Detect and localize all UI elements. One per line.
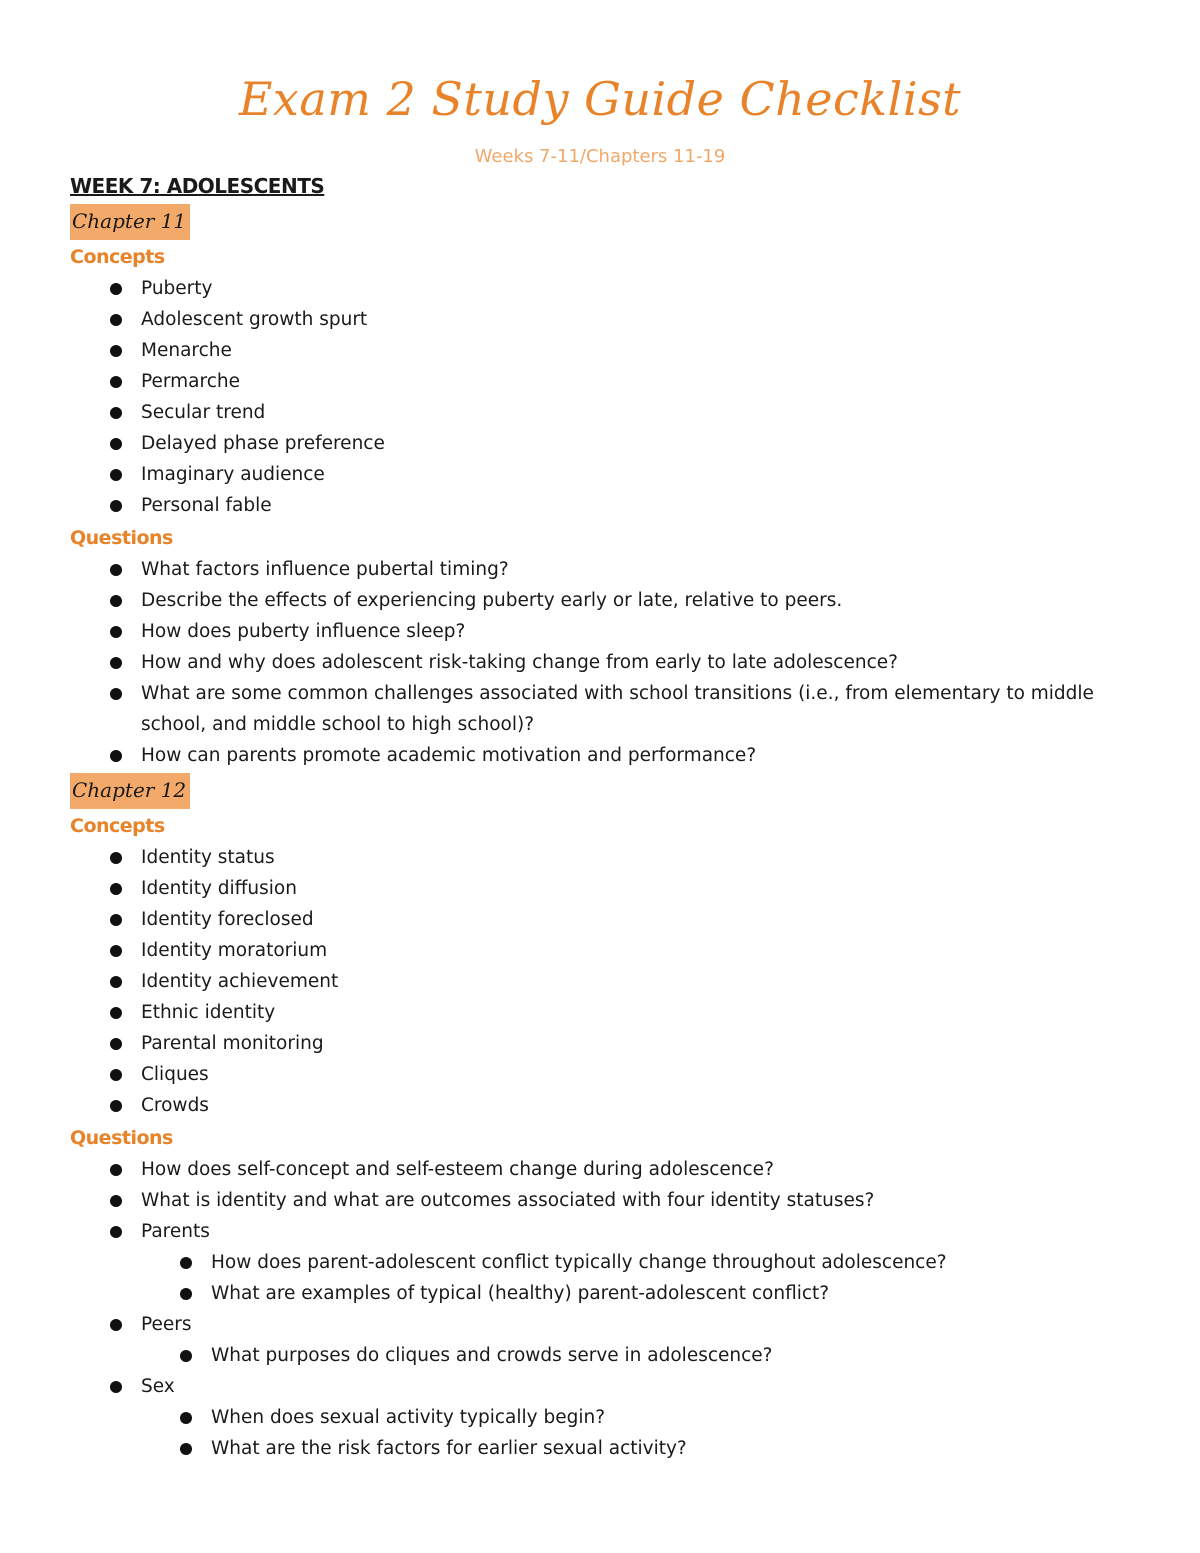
list-item: Adolescent growth spurt: [70, 304, 1150, 335]
list-item: What is identity and what are outcomes associated with four identity statuses?: [70, 1185, 1150, 1216]
list-item: How and why does adolescent risk-taking change from early to late adolescence?: [70, 647, 1150, 678]
sub-list-item: What are the risk factors for earlier sexual activity?: [70, 1433, 1150, 1464]
list-item: Crowds: [70, 1090, 1150, 1121]
chapter-11-section: [70, 202, 1150, 771]
list-item: Identity moratorium: [70, 935, 1150, 966]
chapter-12-concepts-list: [70, 842, 1150, 1121]
sub-list-item: What purposes do cliques and crowds serve in adolescence?: [70, 1340, 1150, 1371]
list-item: Parental monitoring: [70, 1028, 1150, 1059]
list-item: How can parents promote academic motivation and performance?: [70, 740, 1150, 771]
list-item: Identity achievement: [70, 966, 1150, 997]
list-item: Delayed phase preference: [70, 428, 1150, 459]
list-item: What are some common challenges associated with school transitions (i.e., from elementary to middle school, and middle school to high school)?: [70, 678, 1150, 740]
list-item: Identity status: [70, 842, 1150, 873]
list-item: Describe the effects of experiencing puberty early or late, relative to peers.: [70, 585, 1150, 616]
list-item: How does self-concept and self-esteem change during adolescence?: [70, 1154, 1150, 1185]
list-item: Imaginary audience: [70, 459, 1150, 490]
chapter-11-concepts-list: [70, 273, 1150, 521]
chapter-12-heading: Chapter 12: [70, 773, 190, 809]
list-item: Identity diffusion: [70, 873, 1150, 904]
list-item: Cliques: [70, 1059, 1150, 1090]
list-item: Identity foreclosed: [70, 904, 1150, 935]
list-item: Secular trend: [70, 397, 1150, 428]
chapter-12-section: [70, 771, 1150, 1464]
chapter-11-concepts-heading: Concepts: [70, 246, 165, 268]
list-item: What factors influence pubertal timing?: [70, 554, 1150, 585]
list-item: Permarche: [70, 366, 1150, 397]
chapter-12-concepts-heading: Concepts: [70, 815, 165, 837]
list-item: Parents: [70, 1216, 1150, 1247]
sub-list-item: How does parent-adolescent conflict typically change throughout adolescence?: [70, 1247, 1150, 1278]
sub-list-item: When does sexual activity typically begin?: [70, 1402, 1150, 1433]
document-title: Exam 2 Study Guide Checklist: [238, 72, 962, 126]
chapter-11-heading: Chapter 11: [70, 204, 190, 240]
list-item: Ethnic identity: [70, 997, 1150, 1028]
week-heading: WEEK 7: ADOLESCENTS: [70, 174, 325, 198]
document-subtitle: Weeks 7-11/Chapters 11-19: [474, 146, 726, 167]
list-item: Peers: [70, 1309, 1150, 1340]
chapter-12-questions-list: [70, 1154, 1150, 1464]
list-item: Sex: [70, 1371, 1150, 1402]
chapter-11-questions-list: [70, 554, 1150, 771]
document-content: [70, 170, 1150, 1464]
chapter-12-questions-heading: Questions: [70, 1127, 173, 1149]
sub-list-item: What are examples of typical (healthy) parent-adolescent conflict?: [70, 1278, 1150, 1309]
list-item: Personal fable: [70, 490, 1150, 521]
list-item: Puberty: [70, 273, 1150, 304]
list-item: How does puberty influence sleep?: [70, 616, 1150, 647]
list-item: Menarche: [70, 335, 1150, 366]
chapter-11-questions-heading: Questions: [70, 527, 173, 549]
